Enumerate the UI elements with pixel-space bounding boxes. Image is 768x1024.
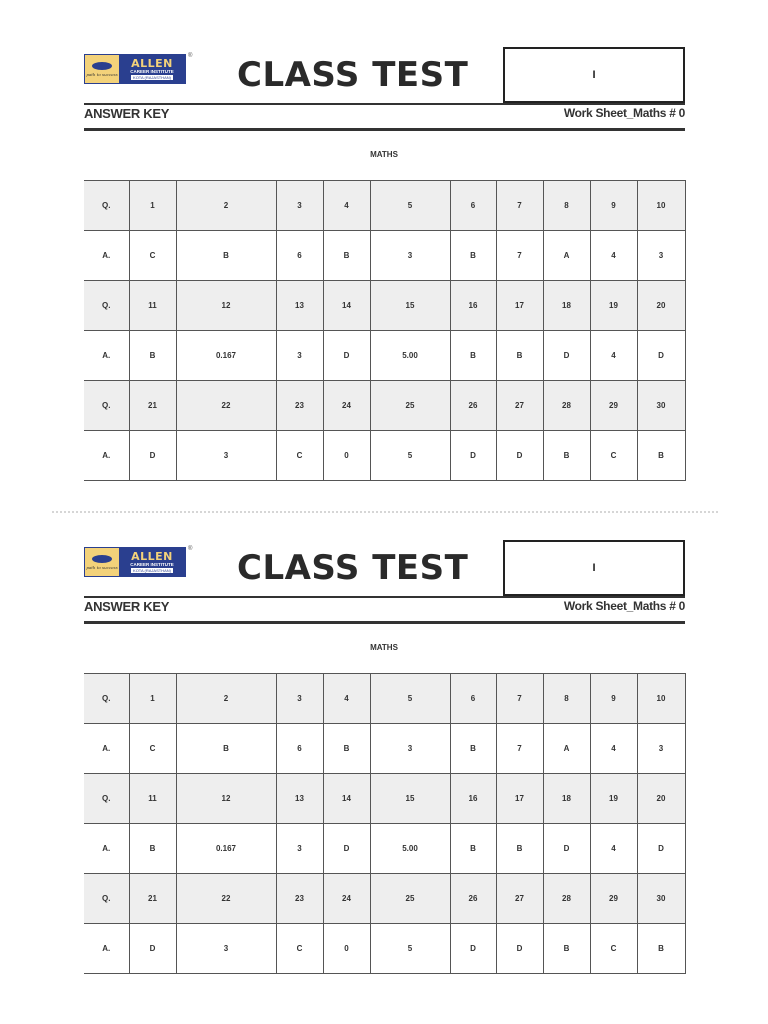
table-cell: 23: [276, 381, 323, 431]
q-label: Q.: [84, 181, 129, 231]
table-cell: 26: [450, 381, 496, 431]
table-cell: B: [129, 331, 176, 381]
table-cell: C: [590, 431, 637, 481]
table-cell: C: [276, 431, 323, 481]
table-cell: 25: [370, 381, 450, 431]
table-cell: 22: [176, 874, 276, 924]
logo-brand: ALLEN: [131, 57, 173, 70]
table-row: [84, 924, 685, 974]
answer-sheet-2: [0, 533, 768, 1013]
table-cell: D: [637, 331, 685, 381]
table-cell: C: [590, 924, 637, 974]
table-cell: 5.00: [370, 824, 450, 874]
table-cell: 1: [129, 674, 176, 724]
table-cell: B: [450, 824, 496, 874]
table-cell: 18: [543, 281, 590, 331]
registered-mark: ®: [188, 53, 193, 59]
table-cell: 3: [276, 331, 323, 381]
table-cell: D: [543, 331, 590, 381]
table-cell: B: [176, 231, 276, 281]
table-cell: D: [543, 824, 590, 874]
table-cell: 3: [637, 231, 685, 281]
table-cell: 18: [543, 774, 590, 824]
logo-brand: ALLEN: [131, 550, 173, 563]
logo-city: KOTA (RAJASTHAN): [133, 75, 171, 80]
allen-logo: [84, 54, 186, 84]
table-cell: 24: [323, 874, 370, 924]
table-cell: 4: [590, 824, 637, 874]
table-cell: D: [129, 924, 176, 974]
q-label: Q.: [84, 281, 129, 331]
logo-emblem-icon: path to success: [85, 55, 119, 83]
table-cell: 4: [590, 231, 637, 281]
worksheet-label: Work Sheet_Maths # 0: [563, 599, 685, 613]
table-cell: 15: [370, 774, 450, 824]
table-cell: 2: [176, 181, 276, 231]
table-cell: 11: [129, 774, 176, 824]
table-cell: 5: [370, 181, 450, 231]
answer-table: [84, 673, 686, 974]
table-cell: B: [450, 724, 496, 774]
table-row: [84, 281, 685, 331]
table-cell: A: [543, 231, 590, 281]
table-cell: 4: [590, 331, 637, 381]
answer-key-label: ANSWER KEY: [84, 599, 170, 614]
table-cell: 16: [450, 281, 496, 331]
logo-subtitle: CAREER INSTITUTE: [130, 562, 174, 567]
table-cell: 0: [323, 924, 370, 974]
table-cell: 16: [450, 774, 496, 824]
table-cell: 14: [323, 281, 370, 331]
table-cell: D: [637, 824, 685, 874]
test-code-box: [503, 540, 685, 596]
table-cell: 17: [496, 281, 543, 331]
q-label: Q.: [84, 774, 129, 824]
header-rule-bottom: [84, 128, 685, 131]
allen-logo: [84, 547, 186, 577]
table-cell: 12: [176, 774, 276, 824]
a-label: A.: [84, 824, 129, 874]
table-cell: B: [543, 431, 590, 481]
table-cell: 3: [176, 431, 276, 481]
table-row: [84, 674, 685, 724]
table-cell: 29: [590, 381, 637, 431]
table-cell: 3: [370, 231, 450, 281]
table-cell: 4: [323, 181, 370, 231]
table-cell: 3: [176, 924, 276, 974]
table-cell: 3: [276, 181, 323, 231]
a-label: A.: [84, 924, 129, 974]
page-title: CLASS TEST: [237, 548, 469, 588]
table-cell: 6: [276, 231, 323, 281]
table-cell: 0.167: [176, 824, 276, 874]
table-cell: B: [323, 724, 370, 774]
registered-mark: ®: [188, 546, 193, 552]
table-cell: A: [543, 724, 590, 774]
table-cell: B: [637, 924, 685, 974]
table-row: [84, 331, 685, 381]
table-cell: 5.00: [370, 331, 450, 381]
table-cell: 7: [496, 231, 543, 281]
table-cell: 9: [590, 181, 637, 231]
table-cell: 6: [276, 724, 323, 774]
table-cell: 24: [323, 381, 370, 431]
table-cell: D: [450, 924, 496, 974]
table-cell: 3: [637, 724, 685, 774]
table-row: [84, 824, 685, 874]
table-cell: B: [129, 824, 176, 874]
table-cell: 10: [637, 674, 685, 724]
table-cell: 5: [370, 924, 450, 974]
q-label: Q.: [84, 674, 129, 724]
table-cell: B: [496, 331, 543, 381]
answer-table: [84, 180, 686, 481]
table-cell: 5: [370, 674, 450, 724]
table-cell: 26: [450, 874, 496, 924]
worksheet-label: Work Sheet_Maths # 0: [563, 106, 685, 120]
table-cell: 28: [543, 381, 590, 431]
answer-sheet-1: [0, 40, 768, 520]
table-cell: 5: [370, 431, 450, 481]
table-cell: B: [637, 431, 685, 481]
table-cell: C: [276, 924, 323, 974]
table-cell: D: [450, 431, 496, 481]
table-cell: B: [496, 824, 543, 874]
table-cell: 20: [637, 774, 685, 824]
page-title: CLASS TEST: [237, 55, 469, 95]
table-cell: 28: [543, 874, 590, 924]
page-divider: [52, 511, 718, 513]
table-cell: 6: [450, 674, 496, 724]
q-label: Q.: [84, 874, 129, 924]
table-cell: D: [129, 431, 176, 481]
table-row: [84, 431, 685, 481]
table-cell: 30: [637, 381, 685, 431]
test-code: I: [592, 69, 596, 81]
table-cell: 2: [176, 674, 276, 724]
table-cell: 15: [370, 281, 450, 331]
table-cell: B: [450, 331, 496, 381]
q-label: Q.: [84, 381, 129, 431]
table-cell: 12: [176, 281, 276, 331]
table-row: [84, 874, 685, 924]
table-cell: 4: [323, 674, 370, 724]
table-cell: 7: [496, 724, 543, 774]
subject-label: MATHS: [370, 150, 398, 159]
table-cell: 27: [496, 381, 543, 431]
table-cell: C: [129, 231, 176, 281]
table-cell: 27: [496, 874, 543, 924]
subject-label: MATHS: [370, 643, 398, 652]
table-cell: 30: [637, 874, 685, 924]
table-cell: D: [323, 824, 370, 874]
table-cell: 10: [637, 181, 685, 231]
table-cell: 1: [129, 181, 176, 231]
a-label: A.: [84, 724, 129, 774]
table-cell: B: [323, 231, 370, 281]
table-cell: 4: [590, 724, 637, 774]
table-cell: 6: [450, 181, 496, 231]
test-code: I: [592, 562, 596, 574]
table-cell: 13: [276, 774, 323, 824]
table-row: [84, 724, 685, 774]
table-cell: 22: [176, 381, 276, 431]
header-rule: [84, 596, 685, 598]
table-row: [84, 774, 685, 824]
logo-emblem-icon: path to success: [85, 548, 119, 576]
table-cell: B: [543, 924, 590, 974]
table-cell: 14: [323, 774, 370, 824]
table-cell: 13: [276, 281, 323, 331]
table-cell: D: [496, 431, 543, 481]
test-code-box: [503, 47, 685, 103]
header-rule-bottom: [84, 621, 685, 624]
table-row: [84, 181, 685, 231]
table-cell: D: [496, 924, 543, 974]
table-row: [84, 381, 685, 431]
logo-subtitle: CAREER INSTITUTE: [130, 69, 174, 74]
table-cell: 8: [543, 181, 590, 231]
table-cell: 23: [276, 874, 323, 924]
table-cell: 19: [590, 281, 637, 331]
table-cell: B: [450, 231, 496, 281]
table-cell: 7: [496, 181, 543, 231]
table-cell: 8: [543, 674, 590, 724]
table-cell: C: [129, 724, 176, 774]
answer-key-label: ANSWER KEY: [84, 106, 170, 121]
a-label: A.: [84, 431, 129, 481]
logo-city: KOTA (RAJASTHAN): [133, 568, 171, 573]
table-cell: 21: [129, 874, 176, 924]
table-row: [84, 231, 685, 281]
a-label: A.: [84, 231, 129, 281]
table-cell: D: [323, 331, 370, 381]
table-cell: 11: [129, 281, 176, 331]
table-cell: 9: [590, 674, 637, 724]
table-cell: 20: [637, 281, 685, 331]
table-cell: 0.167: [176, 331, 276, 381]
table-cell: 25: [370, 874, 450, 924]
table-cell: 3: [276, 824, 323, 874]
header-rule: [84, 103, 685, 105]
table-cell: 19: [590, 774, 637, 824]
table-cell: 29: [590, 874, 637, 924]
table-cell: 3: [370, 724, 450, 774]
table-cell: 17: [496, 774, 543, 824]
table-cell: 7: [496, 674, 543, 724]
table-cell: B: [176, 724, 276, 774]
table-cell: 21: [129, 381, 176, 431]
a-label: A.: [84, 331, 129, 381]
table-cell: 0: [323, 431, 370, 481]
table-cell: 3: [276, 674, 323, 724]
